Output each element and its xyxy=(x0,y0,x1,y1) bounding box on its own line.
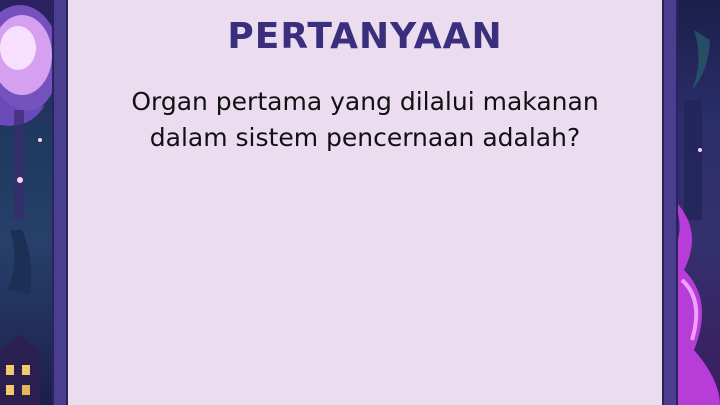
left-background-art xyxy=(0,0,60,405)
question-line-1: Organ pertama yang dilalui makanan xyxy=(131,87,599,116)
haunted-house-icon xyxy=(0,330,60,405)
right-frame-border xyxy=(662,0,678,405)
question-panel xyxy=(68,0,662,405)
left-frame-border xyxy=(52,0,68,405)
panel-title: PERTANYAAN xyxy=(227,16,503,57)
question-text xyxy=(68,84,662,156)
question-line-2: dalam sistem pencernaan adalah? xyxy=(149,123,581,152)
